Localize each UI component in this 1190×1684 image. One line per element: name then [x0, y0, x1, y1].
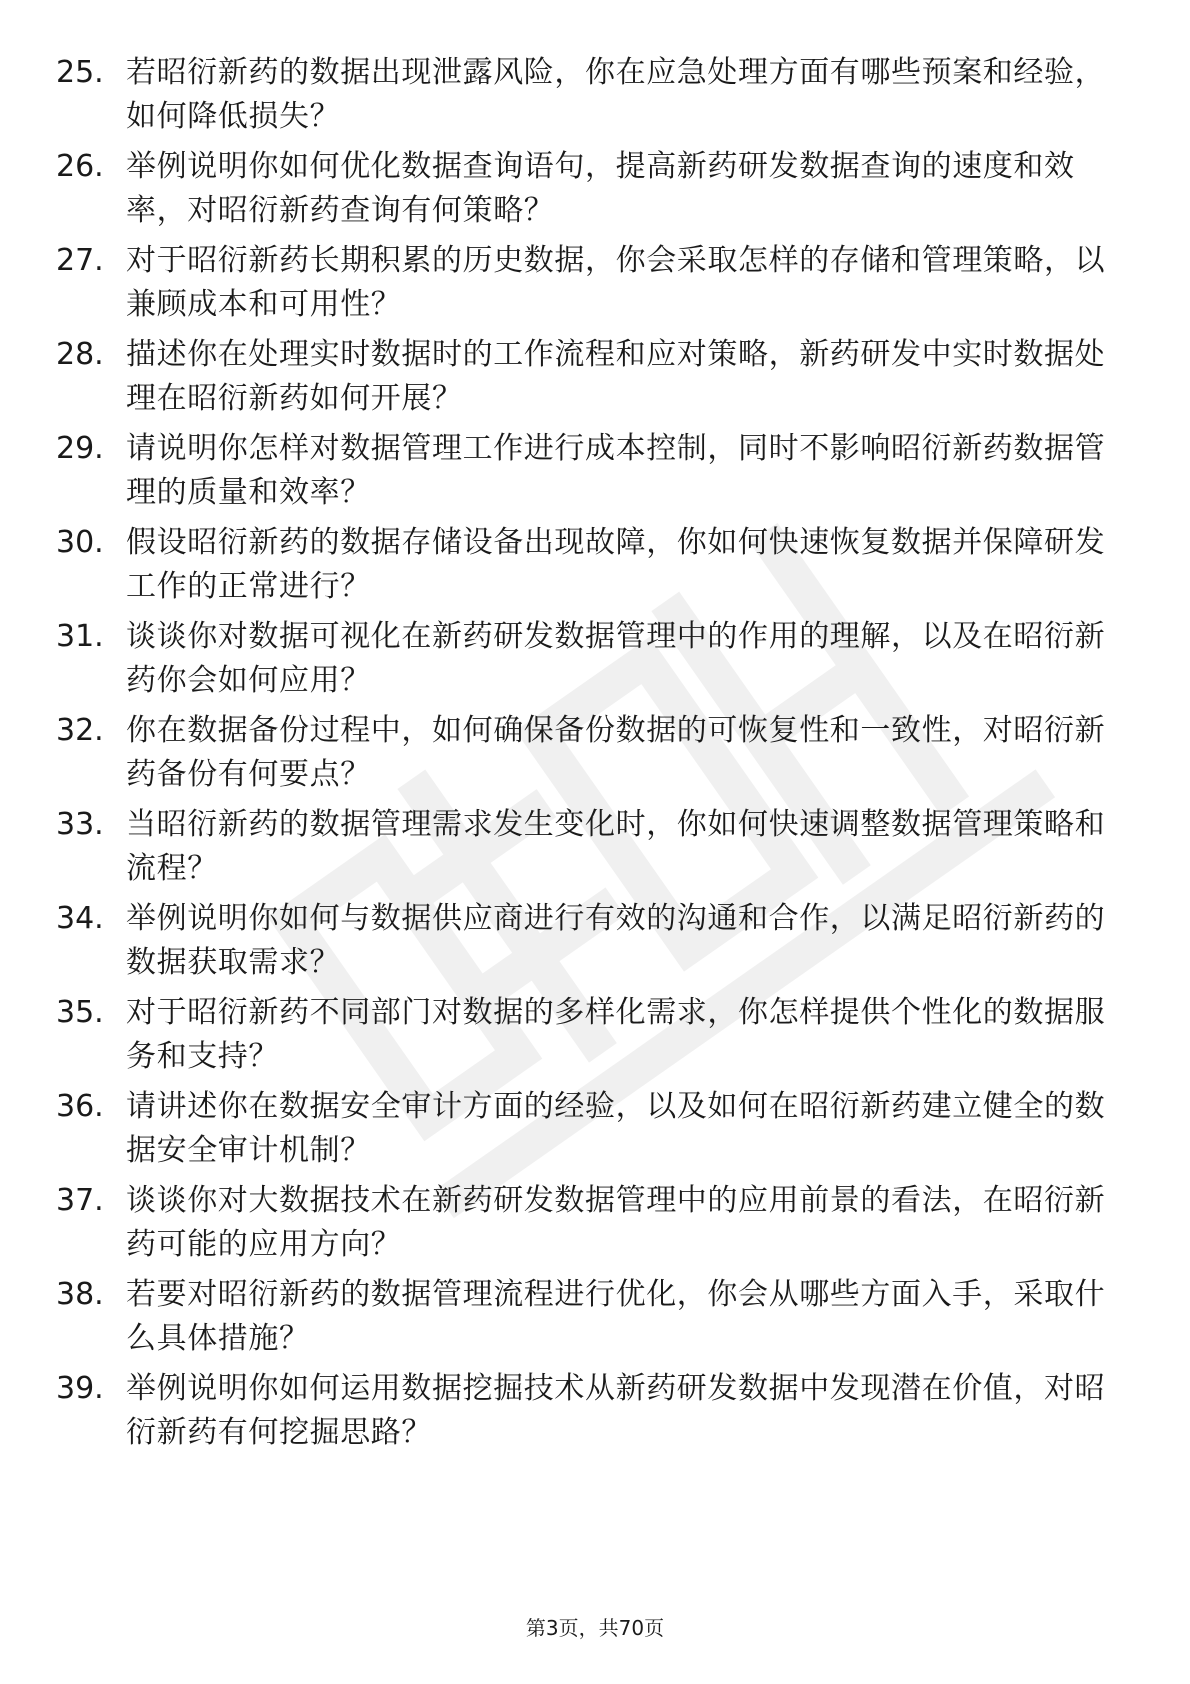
question-text: 举例说明你如何运用数据挖掘技术从新药研发数据中发现潜在价值，对昭衍新药有何挖掘思路？: [126, 1371, 1106, 1450]
question-item: [0, 1179, 1190, 1279]
question-item: [0, 709, 1190, 809]
question-item: [0, 1273, 1190, 1373]
question-text: 请讲述你在数据安全审计方面的经验，以及如何在昭衍新药建立健全的数据安全审计机制？: [126, 1089, 1106, 1168]
question-item: [0, 333, 1190, 433]
question-text: 对于昭衍新药长期积累的历史数据，你会采取怎样的存储和管理策略，以兼顾成本和可用性？: [126, 243, 1106, 322]
question-number: 32.: [56, 713, 104, 748]
question-text: 请说明你怎样对数据管理工作进行成本控制，同时不影响昭衍新药数据管理的质量和效率？: [126, 431, 1106, 510]
question-text: 当昭衍新药的数据管理需求发生变化时，你如何快速调整数据管理策略和流程？: [126, 807, 1106, 886]
question-number: 30.: [56, 525, 104, 560]
question-number: 27.: [56, 243, 104, 278]
question-item: [0, 427, 1190, 527]
page-number: 第3页，共70页: [525, 1616, 665, 1640]
question-text: 若要对昭衍新药的数据管理流程进行优化，你会从哪些方面入手，采取什么具体措施？: [126, 1277, 1106, 1356]
question-number: 39.: [56, 1371, 104, 1406]
question-number: 36.: [56, 1089, 104, 1124]
question-text: 谈谈你对大数据技术在新药研发数据管理中的应用前景的看法，在昭衍新药可能的应用方向？: [126, 1183, 1106, 1262]
question-text: 谈谈你对数据可视化在新药研发数据管理中的作用的理解，以及在昭衍新药你会如何应用？: [126, 619, 1106, 698]
question-item: [0, 803, 1190, 903]
question-item: [0, 991, 1190, 1091]
question-number: 25.: [56, 55, 104, 90]
question-text: 你在数据备份过程中，如何确保备份数据的可恢复性和一致性，对昭衍新药备份有何要点？: [126, 713, 1106, 792]
question-item: [0, 1367, 1190, 1467]
question-number: 37.: [56, 1183, 104, 1218]
question-item: [0, 615, 1190, 715]
question-item: [0, 897, 1190, 997]
question-text: 举例说明你如何优化数据查询语句，提高新药研发数据查询的速度和效率，对昭衍新药查询有何策略？: [126, 149, 1075, 228]
question-text: 对于昭衍新药不同部门对数据的多样化需求，你怎样提供个性化的数据服务和支持？: [126, 995, 1106, 1074]
question-number: 28.: [56, 337, 104, 372]
question-number: 29.: [56, 431, 104, 466]
question-item: [0, 521, 1190, 621]
question-number: 34.: [56, 901, 104, 936]
question-number: 38.: [56, 1277, 104, 1312]
question-item: [0, 239, 1190, 339]
question-number: 26.: [56, 149, 104, 184]
question-text: 若昭衍新药的数据出现泄露风险，你在应急处理方面有哪些预案和经验，如何降低损失？: [126, 55, 1106, 134]
question-number: 31.: [56, 619, 104, 654]
question-text: 举例说明你如何与数据供应商进行有效的沟通和合作，以满足昭衍新药的数据获取需求？: [126, 901, 1106, 980]
question-text: 描述你在处理实时数据时的工作流程和应对策略，新药研发中实时数据处理在昭衍新药如何开展？: [126, 337, 1106, 416]
question-item: [0, 51, 1190, 151]
question-text: 假设昭衍新药的数据存储设备出现故障，你如何快速恢复数据并保障研发工作的正常进行？: [126, 525, 1106, 604]
question-number: 35.: [56, 995, 104, 1030]
question-item: [0, 1085, 1190, 1185]
question-item: [0, 145, 1190, 245]
question-number: 33.: [56, 807, 104, 842]
